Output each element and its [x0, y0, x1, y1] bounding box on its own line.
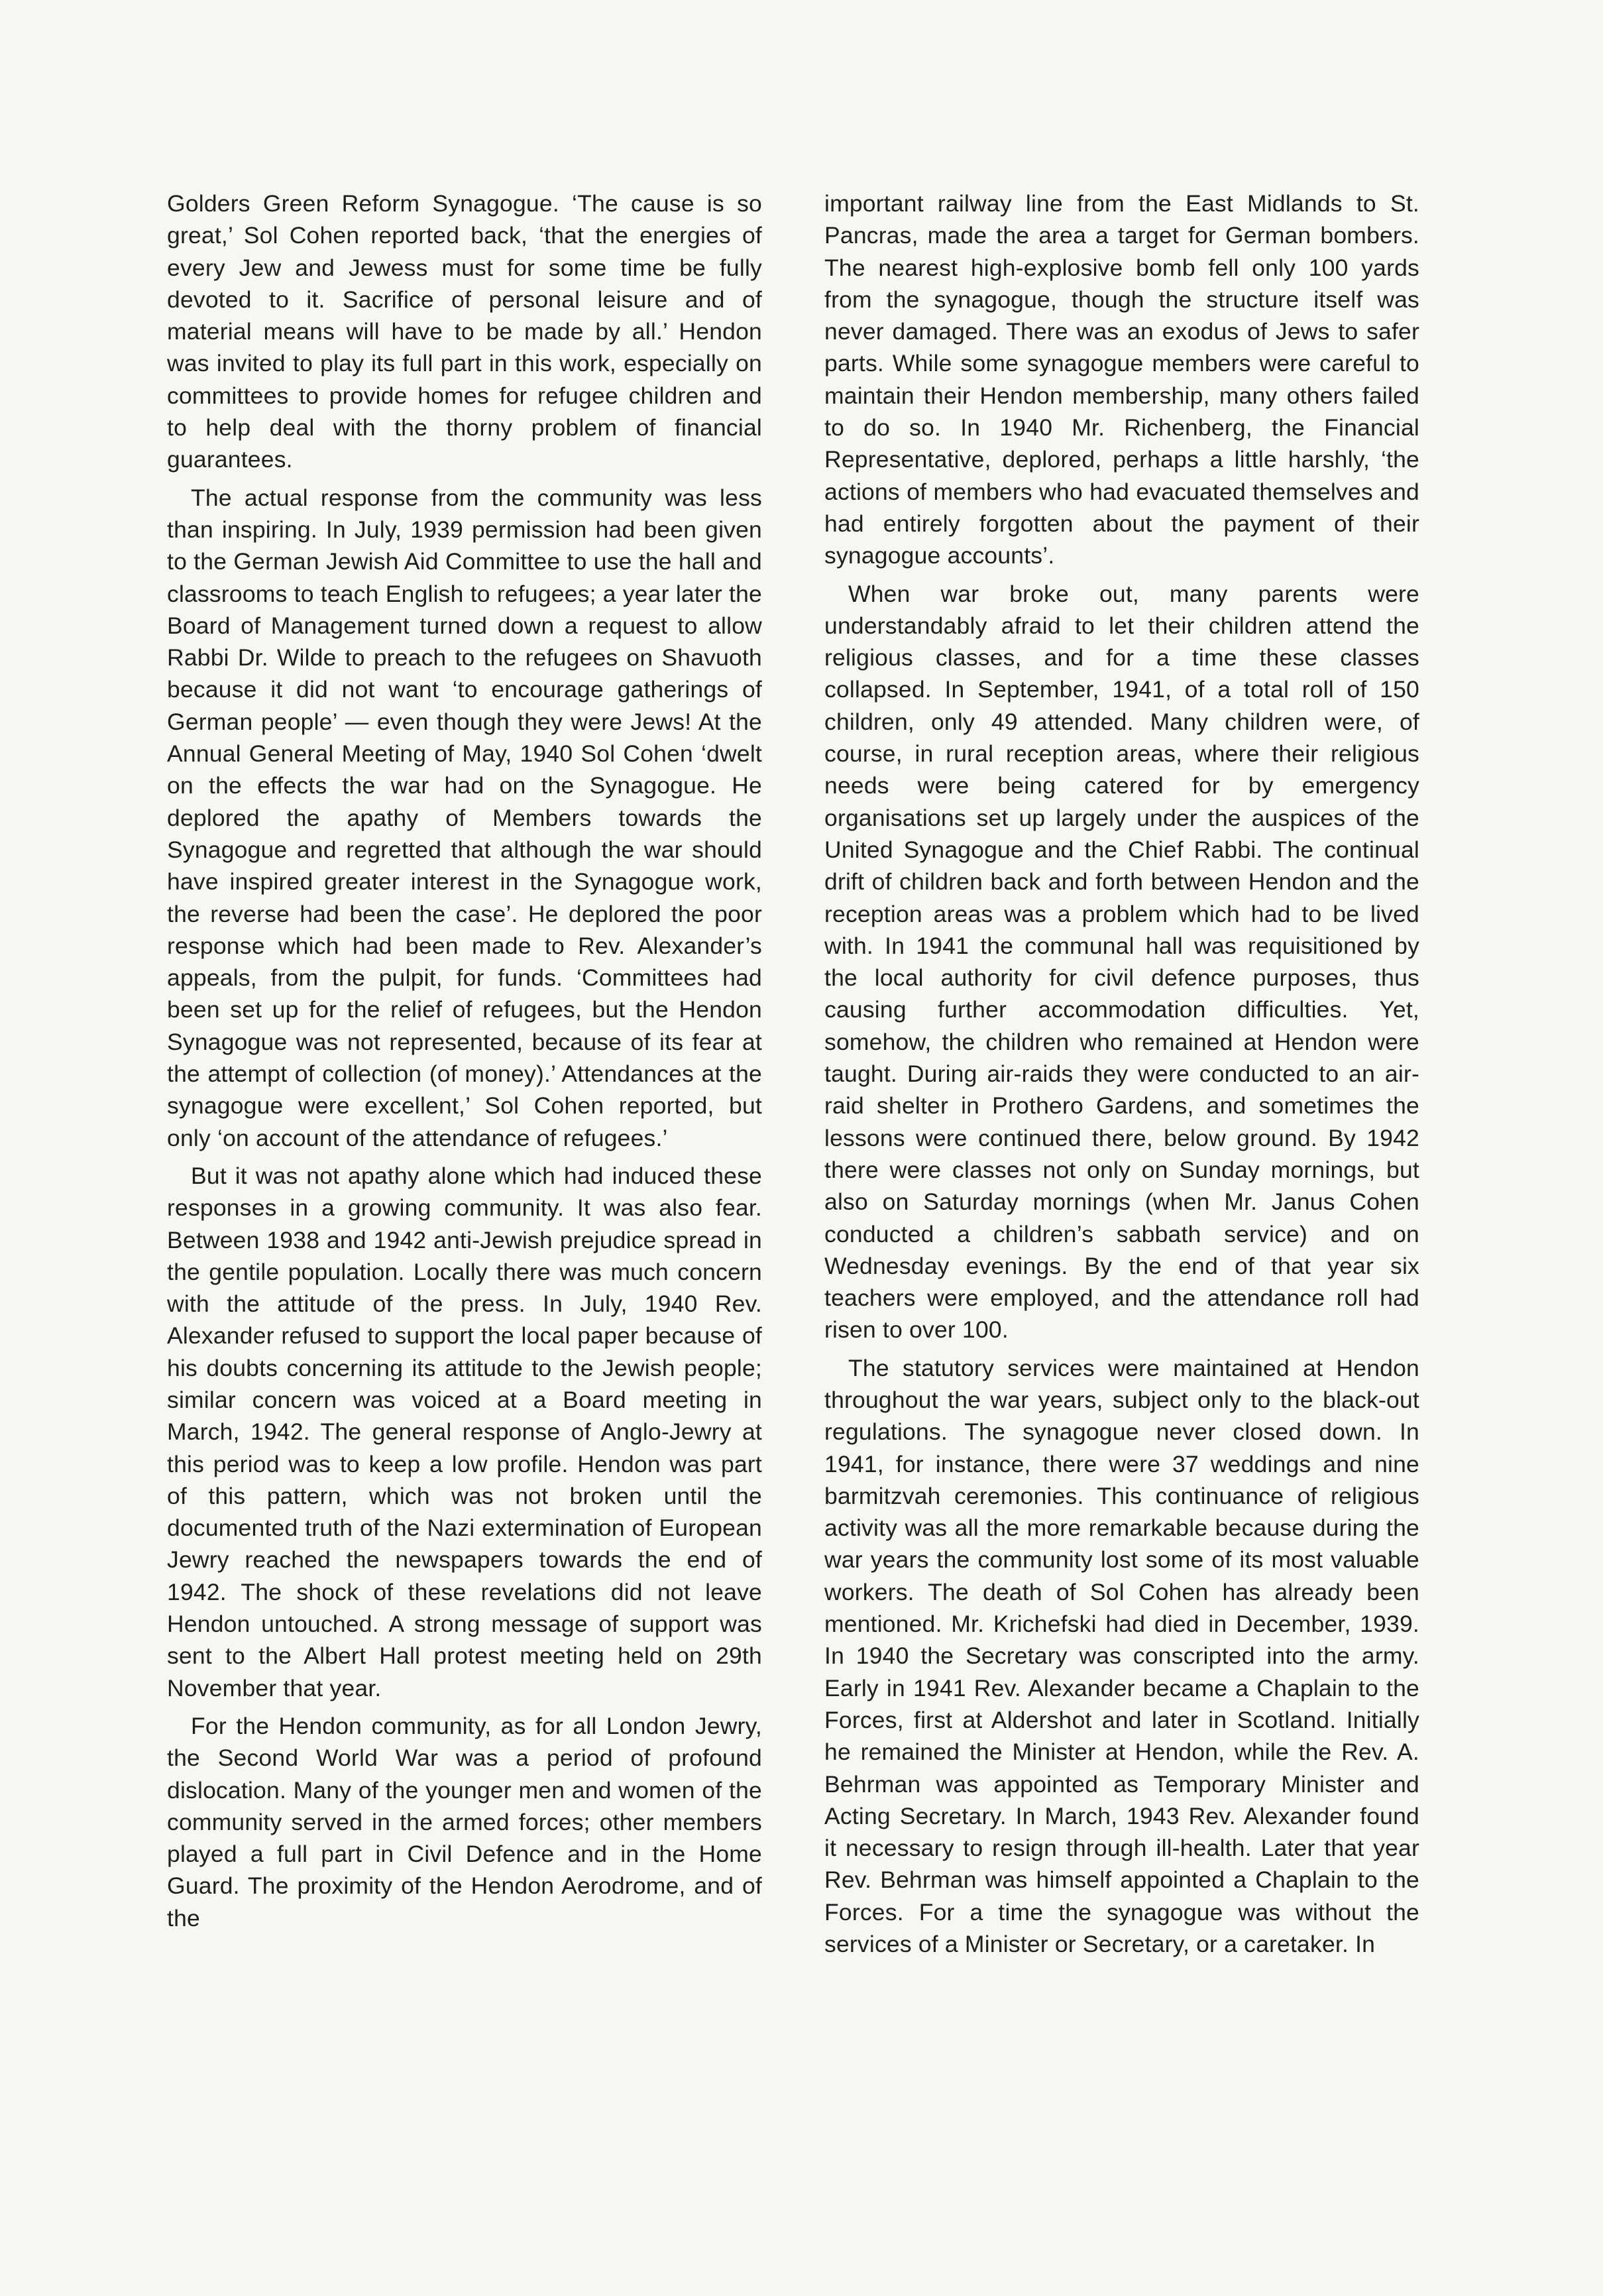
text-column-right: [824, 188, 1419, 1966]
paragraph: The statutory services were maintained at Hendon throughout the war years, subject only to the black-out regulations. The synagogue never closed down. In 1941, for instance, there were 37 weddings and nine barmitzvah ceremonies. This continuance of religious activity was all the more remarkable because during the war years the community lost some of its most valuable workers. The death of Sol Cohen has already been mentioned. Mr. Krichefski had died in December, 1939. In 1940 the Secretary was conscripted into the army. Early in 1941 Rev. Alexander became a Chaplain to the Forces, first at Aldershot and later in Scotland. Initially he remained the Minister at Hendon, while the Rev. A. Behrman was appointed as Temporary Minister and Acting Secretary. In March, 1943 Rev. Alexander found it necessary to resign through ill-health. Later that year Rev. Behrman was himself appointed a Chaplain to the Forces. For a time the synagogue was without the services of a Minister or Secretary, or a caretaker. In: [824, 1354, 1419, 1958]
paragraph: When war broke out, many parents were understandably afraid to let their children attend the religious classes, and for a time these classes collapsed. In September, 1941, of a total roll of 150 children, only 49 attended. Many children were, of course, in rural reception areas, where their religious needs were being catered for by emergency organisations set up largely under the auspices of the United Synagogue and the Chief Rabbi. The continual drift of children back and forth between Hendon and the reception areas was a problem which had to be lived with. In 1941 the communal hall was requisitioned by the local authority for civil defence purposes, thus causing further accommodation difficulties. Yet, somehow, the children who remained at Hendon were taught. During air-raids they were conducted to an air-raid shelter in Prothero Gardens, and sometimes the lessons were continued there, below ground. By 1942 there were classes not only on Sunday mornings, but also on Saturday mornings (when Mr. Janus Cohen conducted a children’s sabbath service) and on Wednesday evenings. By the end of that year six teachers were employed, and the attendance roll had risen to over 100.: [824, 580, 1419, 1344]
paragraph: Golders Green Reform Synagogue. ‘The cause is so great,’ Sol Cohen reported back, ‘that the energies of every Jew and Jewess must for some time be fully devoted to it. Sacrifice of personal leisure and of material means will have to be made by all.’ Hendon was invited to play its full part in this work, especially on committees to provide homes for refugee children and to help deal with the thorny problem of financial guarantees.: [167, 190, 762, 473]
paragraph: important railway line from the East Midlands to St. Pancras, made the area a target for German bombers. The nearest high-explosive bomb fell only 100 yards from the synagogue, though the structure itself was never damaged. There was an exodus of Jews to safer parts. While some synagogue members were careful to maintain their Hendon membership, many others failed to do so. In 1940 Mr. Richenberg, the Financial Representative, deplored, perhaps a little harshly, ‘the actions of members who had evacuated themselves and had entirely forgotten about the payment of their synagogue accounts’.: [824, 190, 1419, 569]
paragraph: But it was not apathy alone which had induced these responses in a growing community. It was also fear. Between 1938 and 1942 anti-Jewish prejudice spread in the gentile population. Locally there was much concern with the attitude of the press. In July, 1940 Rev. Alexander refused to support the local paper because of his doubts concerning its attitude to the Jewish people; similar concern was voiced at a Board meeting in March, 1942. The general response of Anglo-Jewry at this period was to keep a low profile. Hendon was part of this pattern, which was not broken until the documented truth of the Nazi extermination of European Jewry reached the newspapers towards the end of 1942. The shock of these revelations did not leave Hendon untouched. A strong message of support was sent to the Albert Hall protest meeting held on 29th November that year.: [167, 1162, 762, 1701]
text-column-left: [167, 188, 762, 1940]
paragraph: For the Hendon community, as for all London Jewry, the Second World War was a period of profound dislocation. Many of the younger men and women of the community served in the armed forces; other members played a full part in Civil Defence and in the Home Guard. The proximity of the Hendon Aerodrome, and of the: [167, 1712, 762, 1931]
paragraph: The actual response from the community was less than inspiring. In July, 1939 permission had been given to the German Jewish Aid Committee to use the hall and classrooms to teach English to refugees; a year later the Board of Management turned down a request to allow Rabbi Dr. Wilde to preach to the refugees on Shavuoth because it did not want ‘to encourage gatherings of German people’ — even though they were Jews! At the Annual General Meeting of May, 1940 Sol Cohen ‘dwelt on the effects the war had on the Synagogue. He deplored the apathy of Members towards the Synagogue and regretted that although the war should have inspired greater interest in the Synagogue work, the reverse had been the case’. He deplored the poor response which had been made to Rev. Alexander’s appeals, from the pulpit, for funds. ‘Committees had been set up for the relief of refugees, but the Hendon Synagogue was not represented, because of its fear at the attempt of collection (of money).’ Attendances at the synagogue were excellent,’ Sol Cohen reported, but only ‘on account of the attendance of refugees.’: [167, 484, 762, 1151]
